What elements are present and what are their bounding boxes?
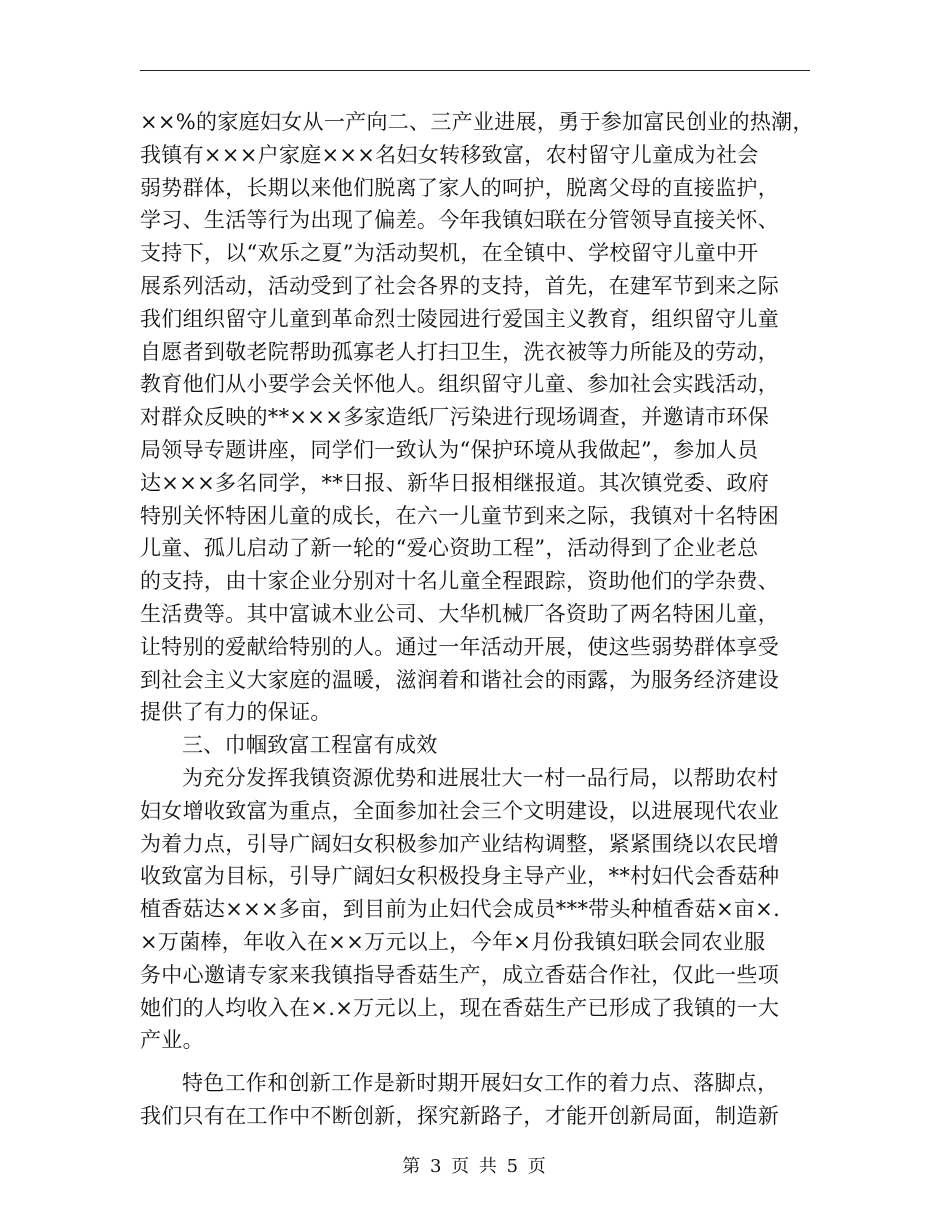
text-line: 教育他们从小要学会关怀他人。组织留守儿童、参加社会实践活动， — [140, 372, 779, 397]
text-line: 支持下，以“欢乐之夏”为活动契机，在全镇中、学校留守儿童中开 — [140, 241, 759, 266]
text-line: 收致富为目标，引导广阔妇女积极投身主导产业，**村妇代会香菇种 — [140, 864, 780, 889]
document-body — [140, 106, 820, 1133]
text-line: 为着力点，引导广阔妇女积极参加产业结构调整，紧紧围绕以农民增 — [140, 831, 779, 856]
text-line: 她们的人均收入在×.×万元以上，现在香菇生产已形成了我镇的一大 — [140, 995, 780, 1020]
section-heading: 三、巾帼致富工程富有成效 — [182, 733, 438, 758]
text-line: ×万菌棒，年收入在××万元以上，今年×月份我镇妇联会同农业服 — [140, 929, 766, 954]
header-rule — [140, 70, 810, 71]
text-line: 产业。 — [140, 1028, 204, 1053]
text-line: 务中心邀请专家来我镇指导香菇生产，成立香菇合作社，仅此一些项 — [140, 962, 779, 987]
text-line: 对群众反映的**×××多家造纸厂污染进行现场调查，并邀请市环保 — [140, 405, 770, 430]
text-line: 我们只有在工作中不断创新，探究新路子，才能开创新局面，制造新 — [140, 1103, 779, 1128]
text-line: 局领导专题讲座，同学们一致认为“保护环境从我做起”，参加人员 — [140, 437, 759, 462]
text-line: 自愿者到敬老院帮助孤寡老人打扫卫生，洗衣被等力所能及的劳动， — [140, 339, 779, 364]
text-line: 学习、生活等行为出现了偏差。今年我镇妇联在分管领导直接关怀、 — [140, 208, 779, 233]
text-line: 我镇有×××户家庭×××名妇女转移致富，农村留守儿童成为社会 — [140, 142, 759, 167]
text-line: 儿童、孤儿启动了新一轮的“爱心资助工程”，活动得到了企业老总 — [140, 536, 759, 561]
text-line: 特色工作和创新工作是新时期开展妇女工作的着力点、落脚点， — [182, 1071, 779, 1096]
text-line: 让特别的爱献给特别的人。通过一年活动开展，使这些弱势群体享受 — [140, 634, 779, 659]
page-number: 第 3 页 共 5 页 — [402, 1156, 548, 1177]
text-line: 弱势群体，长期以来他们脱离了家人的呵护，脱离父母的直接监护， — [140, 175, 779, 200]
text-line: 达×××多名同学，**日报、新华日报相继报道。其次镇党委、政府 — [140, 470, 770, 495]
text-line: 生活费等。其中富诚木业公司、大华机械厂各资助了两名特困儿童， — [140, 601, 779, 626]
text-line: 提供了有力的保证。 — [140, 700, 332, 725]
text-line: 植香菇达×××多亩，到目前为止妇代会成员***带头种植香菇×亩×. — [140, 897, 781, 922]
text-line: 展系列活动，活动受到了社会各界的支持，首先，在建军节到来之际 — [140, 273, 779, 298]
text-line: 我们组织留守儿童到革命烈士陵园进行爱国主义教育，组织留守儿童 — [140, 306, 779, 331]
text-line: 的支持，由十家企业分别对十名儿童全程跟踪，资助他们的学杂费、 — [140, 569, 779, 594]
text-line: 到社会主义大家庭的温暖，滋润着和谐社会的雨露，为服务经济建设 — [140, 667, 779, 692]
text-line: ××%的家庭妇女从一产向二、三产业进展，勇于参加富民创业的热潮， — [140, 110, 814, 134]
text-line: 妇女增收致富为重点，全面参加社会三个文明建设，以进展现代农业 — [140, 798, 779, 823]
text-line: 为充分发挥我镇资源优势和进展壮大一村一品行局，以帮助农村 — [182, 765, 779, 790]
text-line: 特别关怀特困儿童的成长，在六一儿童节到来之际，我镇对十名特困 — [140, 503, 779, 528]
